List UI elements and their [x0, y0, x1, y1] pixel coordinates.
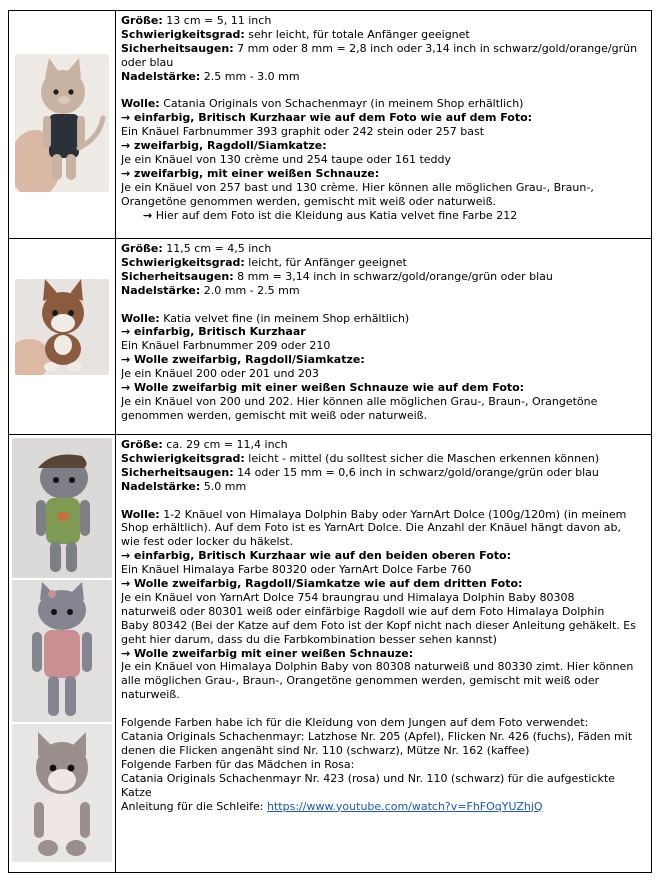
line-text: Folgende Farben habe ich für die Kleidung von dem Jungen auf dem Foto verwendet:	[121, 716, 589, 730]
text-line	[121, 591, 647, 605]
line-text: naturweiß oder 80301 weiß oder einfärbige Ragdoll wie auf dem Foto Himalaya Dolphin	[121, 604, 605, 618]
bold-label: → zweifarbig, mit einer weißen Schnauze:	[121, 166, 380, 180]
text-line	[121, 577, 647, 591]
bold-label: Nadelstärke:	[121, 479, 201, 493]
photo-cell-small-cat	[9, 11, 116, 239]
text-line	[121, 786, 647, 800]
line-text: 13 cm = 5, 11 inch	[162, 14, 272, 27]
text-line	[121, 409, 647, 423]
text-line	[121, 772, 647, 786]
line-text: 2.0 mm - 2.5 mm	[200, 283, 300, 297]
line-text: 14 oder 15 mm = 0,6 inch in schwarz/gold/orange/grün oder blau	[233, 465, 599, 479]
line-text: Baby 80342 (Bei der Katze auf dem Foto ist der Kopf nicht nach dieser Anleitung gehäkelt. Es	[121, 618, 636, 632]
photo-ragdoll-cat-sitting	[12, 724, 112, 862]
line-text: Folgende Farben für das Mädchen in Rosa:	[121, 757, 355, 771]
blank-line	[121, 702, 647, 716]
text-line	[121, 111, 647, 125]
blank-line	[121, 298, 647, 312]
row-mini-cat	[9, 239, 652, 435]
line-text: oder blau	[121, 55, 174, 69]
text-line	[121, 242, 647, 256]
text-line	[121, 195, 647, 209]
line-text: Catania Originals Schachenmayr: Latzhose Nr. 205 (Apfel), Flicken Nr. 426 (fuchs), Fäden mit	[121, 730, 633, 743]
text-cell-small-cat	[116, 11, 652, 239]
line-text: 8 mm = 3,14 inch in schwarz/gold/orange/grün oder blau	[233, 269, 553, 283]
bold-label: → einfarbig, Britisch Kurzhaar wie auf den beiden oberen Foto:	[121, 549, 511, 563]
text-line	[121, 730, 647, 744]
text-line	[121, 466, 647, 480]
photo-small-cat-with-overalls	[15, 54, 109, 192]
line-text: Shop erhältlich). Auf dem Foto ist es YarnArt Dolce. Die Anzahl der Knäuel hängt davon ab,	[121, 521, 621, 535]
photo-grey-cat-girl-pink-dress	[12, 580, 112, 722]
bold-label: Wolle:	[121, 507, 160, 521]
line-text: alle möglichen Grau-, Braun-, Orangetöne genommen werden, gemischt mit weiß oder	[121, 674, 600, 688]
text-line	[121, 716, 647, 730]
text-line	[121, 381, 647, 395]
text-line	[121, 619, 647, 633]
line-text: leicht, für Anfänger geeignet	[244, 255, 407, 269]
bold-label: → zweifarbig, Ragdoll/Siamkatze:	[121, 139, 327, 153]
row-big-cat	[9, 435, 652, 873]
line-text: 2.5 mm - 3.0 mm	[200, 69, 300, 83]
text-line	[121, 28, 647, 42]
bold-label: Sicherheitsaugen:	[121, 465, 234, 479]
bold-label: Nadelstärke:	[121, 283, 201, 297]
line-text: Ein Knäuel Farbnummer 209 oder 210	[121, 339, 331, 353]
line-text: Je ein Knäuel von 257 bast und 130 crème. Hier können alle möglichen Grau-, Braun-,	[121, 180, 594, 194]
text-line	[121, 56, 647, 70]
blank-line	[121, 84, 647, 98]
text-line	[121, 688, 647, 702]
bold-label: → Wolle zweifarbig mit einer weißen Schnauze wie auf dem Foto:	[121, 381, 525, 395]
line-text: Je ein Knäuel von 200 und 202. Hier können alle möglichen Grau-, Braun-, Orangetöne	[121, 394, 598, 408]
line-text: geht hier darum, dass du die Farbkombination besser sehen kannst)	[121, 632, 497, 646]
photo-cell-big-cat	[9, 435, 116, 873]
text-line	[121, 256, 647, 270]
text-line	[121, 549, 647, 563]
line-text: denen die Flicken angenäht sind Nr. 110 (schwarz), Mütze Nr. 162 (kaffee)	[121, 743, 530, 757]
text-line	[121, 353, 647, 367]
bold-label: Wolle:	[121, 97, 160, 111]
line-text: leicht - mittel (du solltest sicher die Maschen erkennen können)	[244, 451, 600, 465]
photo-brown-cat-white-muzzle	[15, 279, 109, 375]
line-text: Orangetöne genommen werden, gemischt mit weiß oder naturweiß.	[121, 194, 497, 208]
text-line	[121, 535, 647, 549]
line-text: Hier auf dem Foto ist die Kleidung aus Katia velvet fine Farbe 212	[152, 208, 518, 222]
text-line	[121, 674, 647, 688]
bold-label: Schwierigkeitsgrad:	[121, 27, 245, 41]
text-line	[121, 339, 647, 353]
text-line	[121, 312, 647, 326]
text-line	[121, 438, 647, 452]
line-text: Catania Originals Schachenmayr Nr. 423 (rosa) und Nr. 110 (schwarz) für die aufgestickte	[121, 771, 615, 785]
document-page	[8, 10, 652, 872]
text-line	[121, 744, 647, 758]
line-text: 7 mm oder 8 mm = 2,8 inch oder 3,14 inch in schwarz/gold/orange/grün	[233, 41, 638, 55]
text-line	[121, 480, 647, 494]
bow-tutorial-link[interactable]: https://www.youtube.com/watch?v=FhFOqYUZhjQ	[267, 799, 543, 813]
line-text: Je ein Knäuel von Himalaya Dolphin Baby von 80308 naturweiß und 80330 zimt. Hier können	[121, 660, 634, 674]
text-line	[121, 452, 647, 466]
line-text: 5.0 mm	[200, 479, 247, 493]
text-line	[121, 42, 647, 56]
line-text: Ein Knäuel Farbnummer 393 graphit oder 242 stein oder 257 bast	[121, 125, 485, 139]
text-line	[121, 660, 647, 674]
line-text: Je ein Knäuel von YarnArt Dolce 754 braungrau und Himalaya Dolphin Baby 80308	[121, 590, 575, 604]
bold-label: → Wolle zweifarbig, Ragdoll/Siamkatze wie auf dem dritten Foto:	[121, 577, 523, 591]
bold-label: Sicherheitsaugen:	[121, 269, 234, 283]
text-line	[121, 153, 647, 167]
text-line	[121, 508, 647, 522]
bold-label: Sicherheitsaugen:	[121, 41, 234, 55]
line-text: 11,5 cm = 4,5 inch	[162, 242, 272, 255]
bold-label: → Wolle zweifarbig mit einer weißen Schnauze:	[121, 646, 414, 660]
bold-label: Wolle:	[121, 311, 160, 325]
text-line	[121, 633, 647, 647]
photo-cell-mini-cat	[9, 239, 116, 435]
line-text: ca. 29 cm = 11,4 inch	[162, 438, 288, 451]
line-text: Je ein Knäuel 200 oder 201 und 203	[121, 367, 319, 381]
line-text: genommen werden, gemischt mit weiß oder naturweiß.	[121, 408, 428, 422]
bold-label: Größe:	[121, 14, 163, 27]
line-text: Katze	[121, 785, 152, 799]
text-line	[121, 139, 647, 153]
text-line	[121, 167, 647, 181]
text-line	[121, 270, 647, 284]
text-line	[121, 97, 647, 111]
text-line	[121, 14, 647, 28]
text-line	[121, 284, 647, 298]
bold-label: Schwierigkeitsgrad:	[121, 255, 245, 269]
text-line	[121, 521, 647, 535]
bold-label: →	[143, 208, 153, 222]
bold-label: Schwierigkeitsgrad:	[121, 451, 245, 465]
text-line	[121, 647, 647, 661]
text-line	[121, 563, 647, 577]
photo-grey-cat-boy-green-overalls	[12, 438, 112, 578]
bold-label: Größe:	[121, 438, 163, 451]
bold-label: Nadelstärke:	[121, 69, 201, 83]
bold-label: → Wolle zweifarbig, Ragdoll/Siamkatze:	[121, 353, 365, 367]
line-text: naturweiß.	[121, 688, 180, 702]
text-line	[121, 125, 647, 139]
text-line	[121, 209, 647, 223]
text-line	[121, 325, 647, 339]
link-prefix: Anleitung für die Schleife:	[121, 799, 268, 813]
row-small-cat	[9, 11, 652, 239]
pattern-info-table	[8, 10, 652, 873]
line-text: Catania Originals von Schachenmayr (in meinem Shop erhältlich)	[159, 97, 524, 111]
text-cell-mini-cat	[116, 239, 652, 435]
text-line	[121, 395, 647, 409]
blank-line	[121, 494, 647, 508]
text-line	[121, 758, 647, 772]
line-text: Ein Knäuel Himalaya Farbe 80320 oder YarnArt Dolce Farbe 760	[121, 563, 472, 577]
line-text: sehr leicht, für totale Anfänger geeignet	[244, 27, 470, 41]
text-cell-big-cat	[116, 435, 652, 873]
bold-label: → einfarbig, Britisch Kurzhaar	[121, 325, 306, 339]
bold-label: Größe:	[121, 242, 163, 255]
text-line	[121, 70, 647, 84]
line-text: Je ein Knäuel von 130 crème und 254 taupe oder 161 teddy	[121, 153, 452, 167]
text-line	[121, 367, 647, 381]
text-line	[121, 181, 647, 195]
bold-label: → einfarbig, Britisch Kurzhaar wie auf dem Foto wie auf dem Foto:	[121, 111, 533, 125]
line-text: wie fest oder locker du häkelst.	[121, 535, 294, 549]
line-text: 1-2 Knäuel von Himalaya Dolphin Baby oder YarnArt Dolce (100g/120m) (in meinem	[159, 507, 627, 521]
tutorial-link-line	[121, 800, 647, 814]
line-text: Katia velvet fine (in meinem Shop erhältlich)	[159, 311, 410, 325]
text-line	[121, 605, 647, 619]
